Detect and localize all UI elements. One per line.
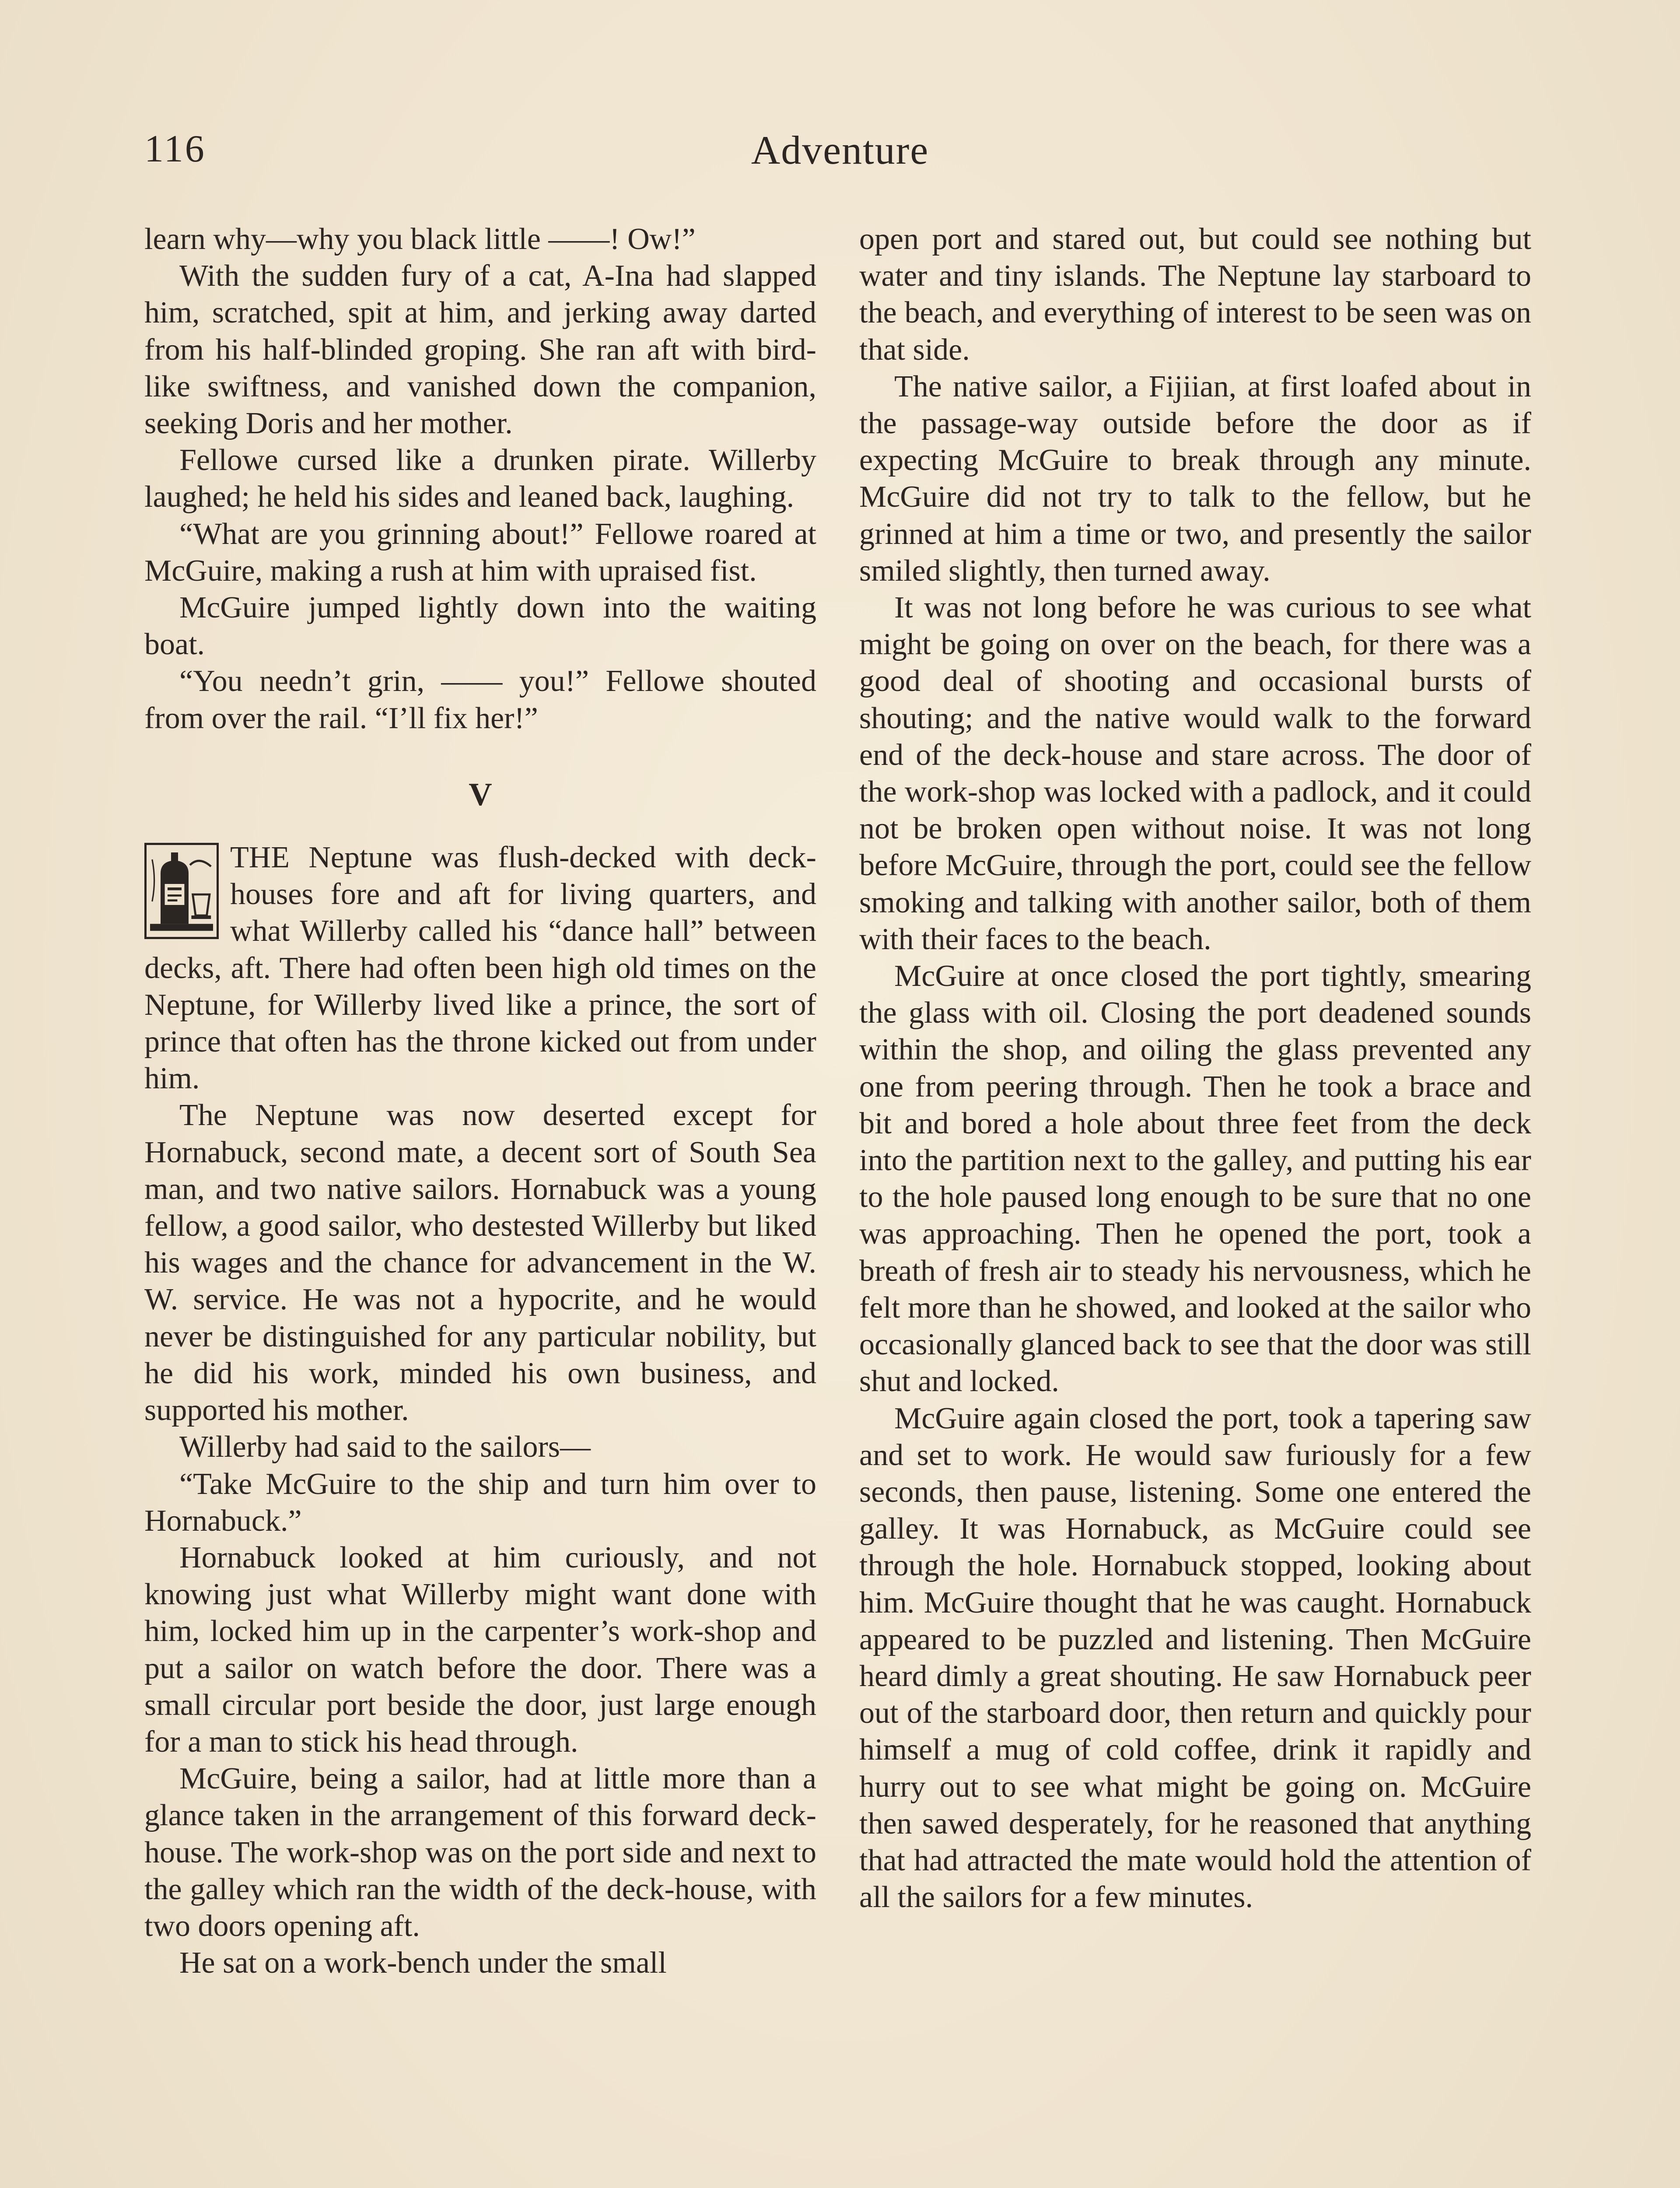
- paragraph: The native sailor, a Fijiian, at first loafed about in the passage-way outside before the door as if expecting McGuire to break through any minute. McGuire did not try to talk to the fellow, but he grinned at him a time or two, and presently the sailor smiled slightly, then turned away.: [859, 369, 1531, 588]
- paragraph: The Neptune was now deserted except for Hornabuck, second mate, a decent sort of South Sea man, and two native sailors. Hornabuck was a young fellow, a good sailor, who destested Willerby but liked his wages and the chance for advancement in the W. W. service. He was not a hypocrite, and he would never be distinguished for any particular nobility, but he did his work, minded his own business, and supported his mother.: [144, 1098, 816, 1427]
- paragraph: “Take McGuire to the ship and turn him over to Hornabuck.”: [144, 1467, 816, 1538]
- section-opening-paragraph: [144, 839, 816, 1097]
- paragraph: It was not long before he was curious to see what might be going on over on the beach, for there was a good deal of shooting and occasional bursts of shouting; and the native would walk to the forward end of the deck-house and stare across. The door of the work-shop was locked with a padlock, and it could not be broken open without noise. It was not long before McGuire, through the port, could see the fellow smoking and talking with another sailor, both of them with their faces to the beach.: [859, 591, 1531, 956]
- paragraph-text: Neptune was flush-decked with deck-houses fore and aft for living quarters, and what Willerby called his “dance hall” between decks, aft. There had often been high old times on the Neptune, for Willerby lived like a prince, the sort of prince that often has the throne kicked out from under him.: [144, 841, 816, 1096]
- paragraph: McGuire at once closed the port tightly, smearing the glass with oil. Closing the port deadened sounds within the shop, and oiling the glass prevented any one from peering through. Then he took a brace and bit and bored a hole about three feet from the deck into the partition next to the galley, and putting his ear to the hole paused long enough to be sure that no one was approaching. Then he opened the port, took a breath of fresh air to steady his nervousness, which he felt more than he showed, and looked at the sailor who occasionally glanced back to see that the door was still shut and locked.: [859, 959, 1531, 1399]
- paragraph: “What are you grinning about!” Fellowe roared at McGuire, making a rush at him with upraised fist.: [144, 517, 816, 588]
- paragraph: open port and stared out, but could see nothing but water and tiny islands. The Neptune lay starboard to the beach, and everything of interest to be seen was on that side.: [859, 222, 1531, 367]
- section-number: V: [469, 776, 492, 813]
- paragraph: With the sudden fury of a cat, A-Ina had slapped him, scratched, spit at him, and jerking away darted from his half-blinded groping. She ran aft with bird-like swiftness, and vanished down the companion, seeking Doris and her mother.: [144, 259, 816, 441]
- dropcap-word: THE: [230, 841, 290, 875]
- paragraph: He sat on a work-bench under the small: [179, 1946, 667, 1980]
- right-column: [859, 221, 1531, 1916]
- magazine-title: Adventure: [751, 128, 929, 172]
- dropcap-illustration-icon: [144, 843, 219, 939]
- paragraph: McGuire jumped lightly down into the waiting boat.: [144, 591, 816, 662]
- paragraph: McGuire again closed the port, took a tapering saw and set to work. He would saw furiously for a few seconds, then pause, listening. Some one entered the galley. It was Hornabuck, as McGuire could see through the hole. Hornabuck stopped, looking about him. McGuire thought that he was caught. Hornabuck appeared to be puzzled and listening. Then McGuire heard dimly a great shouting. He saw Hornabuck peer out of the starboard door, then return and quickly pour himself a mug of cold coffee, drink it rapidly and hurry out to see what might be going on. McGuire then sawed desperately, for he reasoned that anything that had attracted the mate would hold the attention of all the sailors for a few minutes.: [859, 1401, 1531, 1914]
- page-header: [144, 127, 1536, 188]
- paragraph: Fellowe cursed like a drunken pirate. Willerby laughed; he held his sides and leaned back, laughing.: [144, 443, 816, 514]
- paragraph: “You needn’t grin, —— you!” Fellowe shouted from over the rail. “I’ll fix her!”: [144, 664, 816, 735]
- paragraph: Hornabuck looked at him curiously, and not knowing just what Willerby might want done with him, locked him up in the carpenter’s work-shop and put a sailor on watch before the door. There was a small circular port beside the door, just large enough for a man to stick his head through.: [144, 1540, 816, 1759]
- left-column: [144, 221, 816, 1981]
- paragraph: McGuire, being a sailor, had at little more than a glance taken in the arrangement of this forward deck-house. The work-shop was on the port side and next to the galley which ran the width of the deck-house, with two doors opening aft.: [144, 1762, 816, 1943]
- paragraph: learn why—why you black little ——! Ow!”: [144, 222, 696, 256]
- page-number: 116: [144, 128, 206, 170]
- paragraph: Willerby had said to the sailors—: [179, 1430, 591, 1464]
